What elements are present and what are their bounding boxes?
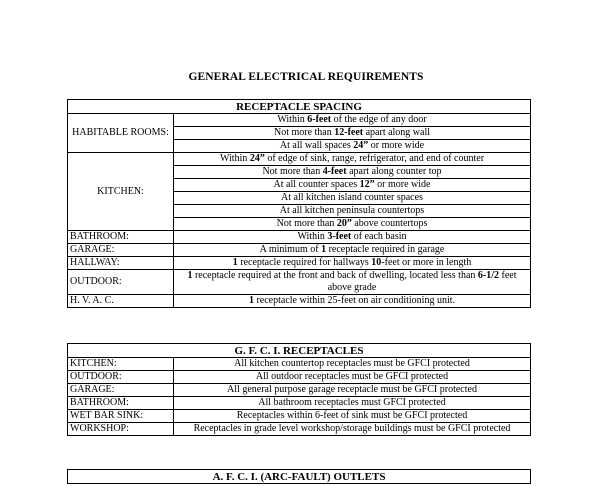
text-segment: Within (219, 153, 250, 164)
text-segment: receptacle required for hallways (237, 257, 372, 268)
afci-outlets-table (67, 469, 531, 484)
table-header-row (68, 470, 531, 484)
document-title: GENERAL ELECTRICAL REQUIREMENTS (188, 71, 424, 83)
emphasized-value: 12” (359, 179, 375, 190)
requirement-text (174, 127, 531, 140)
requirement-text (174, 244, 531, 257)
location-label: WORKSHOP: (68, 423, 174, 436)
emphasized-value: 20” (336, 218, 352, 229)
table-row (68, 231, 531, 244)
requirement-text: All outdoor receptacles must be GFCI protected (174, 371, 531, 384)
text-segment: apart along wall (363, 127, 431, 138)
emphasized-value: 1 (248, 295, 254, 306)
location-label: OUTDOOR: (68, 371, 174, 384)
table-row (68, 384, 531, 397)
emphasized-value: 24” (249, 153, 265, 164)
room-label: OUTDOOR: (68, 270, 174, 295)
location-label: KITCHEN: (68, 358, 174, 371)
requirement-text: Receptacles in grade level workshop/storage buildings must be GFCI protected (174, 423, 531, 436)
text-segment: receptacle required at the front and back of dwelling, located less than (192, 270, 478, 281)
text-segment: of the edge of any door (331, 114, 427, 125)
table-row (68, 153, 531, 166)
emphasized-value: 4-feet (322, 166, 347, 177)
requirement-text (174, 295, 531, 308)
text-segment: A minimum of (259, 244, 322, 255)
text-segment: -feet or more in length (381, 257, 472, 268)
requirement-text (174, 140, 531, 153)
requirement-text: Receptacles within 6-feet of sink must be GFCI protected (174, 410, 531, 423)
requirement-text (174, 218, 531, 231)
table-row (68, 410, 531, 423)
receptacle-spacing-table (67, 99, 531, 308)
room-label: HALLWAY: (68, 257, 174, 270)
requirement-text: All bathroom receptacles must GFCI protected (174, 397, 531, 410)
emphasized-value: 24” (353, 140, 369, 151)
text-segment: Not more than (262, 166, 323, 177)
table-row (68, 257, 531, 270)
text-segment: Within (297, 231, 328, 242)
text-segment: or more wide (374, 179, 431, 190)
gfci-receptacles-table (67, 343, 531, 436)
requirement-text (174, 205, 531, 218)
text-segment: At all kitchen peninsula countertops (279, 205, 425, 216)
receptacle-spacing-header: RECEPTACLE SPACING (68, 100, 531, 114)
table-header-row (68, 100, 531, 114)
table-row (68, 295, 531, 308)
text-segment: or more wide (368, 140, 425, 151)
table-row (68, 114, 531, 127)
text-segment: Not more than (273, 127, 335, 138)
location-label: WET BAR SINK: (68, 410, 174, 423)
emphasized-value: 1 (232, 257, 238, 268)
table-row (68, 358, 531, 371)
location-label: GARAGE: (68, 384, 174, 397)
gfci-header: G. F. C. I. RECEPTACLES (68, 344, 531, 358)
table-row (68, 270, 531, 295)
room-label: GARAGE: (68, 244, 174, 257)
requirement-text (174, 257, 531, 270)
requirement-text (174, 231, 531, 244)
requirement-text (174, 114, 531, 127)
room-label: BATHROOM: (68, 231, 174, 244)
text-segment: receptacle within 25-feet on air conditioning unit. (253, 295, 456, 306)
table-row (68, 371, 531, 384)
text-segment: At all kitchen island counter spaces (281, 192, 423, 203)
table-row (68, 244, 531, 257)
table-row (68, 423, 531, 436)
emphasized-value: 12-feet (334, 127, 364, 138)
text-segment: At all counter spaces (273, 179, 360, 190)
requirement-text (174, 179, 531, 192)
requirement-text (174, 192, 531, 205)
emphasized-value: 1 (321, 244, 327, 255)
text-segment: of each basin (351, 231, 407, 242)
requirement-text (174, 153, 531, 166)
emphasized-value: 1 (187, 270, 193, 281)
text-segment: At all wall spaces (279, 140, 354, 151)
text-segment: Not more than (276, 218, 337, 229)
room-label: KITCHEN: (68, 153, 174, 231)
table-header-row (68, 344, 531, 358)
requirement-text: All general purpose garage receptacle must be GFCI protected (174, 384, 531, 397)
emphasized-value: 6-feet (307, 114, 332, 125)
text-segment: feet above grade (327, 270, 517, 293)
text-segment: of edge of sink, range, refrigerator, and end of counter (264, 153, 485, 164)
room-label: H. V. A. C. (68, 295, 174, 308)
requirement-text: All kitchen countertop receptacles must be GFCI protected (174, 358, 531, 371)
text-segment: apart along counter top (346, 166, 442, 177)
location-label: BATHROOM: (68, 397, 174, 410)
text-segment: above countertops (351, 218, 428, 229)
requirement-text (174, 166, 531, 179)
room-label: HABITABLE ROOMS: (68, 114, 174, 153)
text-segment: Within (277, 114, 308, 125)
emphasized-value: 6-1/2 (477, 270, 500, 281)
emphasized-value: 3-feet (327, 231, 352, 242)
afci-header: A. F. C. I. (ARC-FAULT) OUTLETS (68, 470, 531, 484)
emphasized-value: 10 (371, 257, 382, 268)
requirement-text (174, 270, 531, 295)
text-segment: receptacle required in garage (326, 244, 445, 255)
table-row (68, 397, 531, 410)
